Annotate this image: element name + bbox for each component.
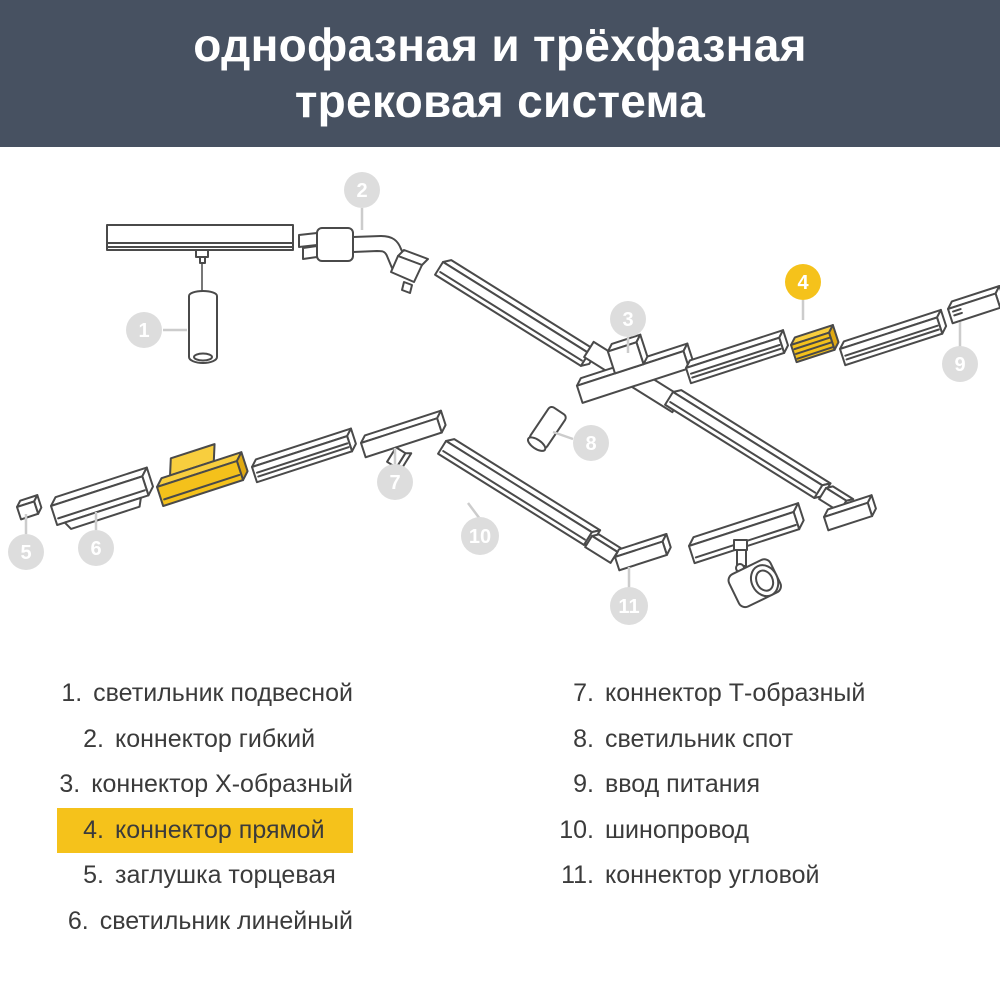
badge-8 (573, 425, 609, 461)
straight-connector-part-highlighted (789, 325, 840, 362)
svg-text:2: 2 (356, 180, 368, 202)
legend-item-number: 11. (561, 861, 594, 890)
legend-item-label: коннектор Т-образный (605, 679, 866, 708)
track-a1 (684, 330, 790, 383)
legend-item-9 (540, 762, 900, 808)
page-title-line-2: трековая система (294, 74, 706, 127)
page-title-line-1: однофазная и трёхфазная (193, 19, 807, 72)
legend-item-2 (57, 717, 353, 763)
legend-item-number: 8. (573, 724, 594, 753)
legend-item-label: светильник спот (605, 724, 794, 753)
legend-item-11 (540, 853, 900, 899)
legend-item-label: ввод питания (605, 770, 761, 799)
legend-item-number: 2. (83, 724, 104, 753)
legend-item-1 (57, 671, 353, 717)
svg-text:1: 1 (138, 320, 150, 342)
badge-11 (610, 587, 648, 625)
legend-item-number: 1. (61, 679, 83, 708)
legend-item-label: заглушка торцевая (115, 861, 336, 890)
badge-5 (8, 534, 44, 570)
svg-text:5: 5 (20, 542, 32, 564)
straight-connector-part-left (150, 437, 250, 506)
legend-item-number: 9. (573, 770, 594, 799)
legend-item-label: коннектор X-образный (91, 770, 353, 799)
track-b1 (250, 429, 358, 483)
svg-text:7: 7 (389, 472, 401, 494)
svg-text:10: 10 (468, 526, 492, 548)
badge-2 (344, 172, 380, 208)
legend-item-6 (57, 899, 353, 945)
corner-connector-right-part (819, 484, 878, 531)
badge-6 (78, 530, 114, 566)
legend-item-number: 5. (83, 861, 104, 890)
legend-item-7 (540, 671, 900, 717)
legend-item-label: коннектор гибкий (115, 724, 316, 753)
linear-light-part (49, 468, 158, 533)
legend-item-number: 3. (59, 770, 81, 799)
header-banner (0, 0, 1000, 147)
legend-item-number: 6. (67, 906, 89, 935)
legend-item-label: коннектор угловой (605, 861, 820, 890)
legend-column-right (540, 671, 900, 899)
power-feed-part (946, 286, 1000, 323)
legend-item-label: светильник подвесной (93, 679, 353, 708)
legend-item-5 (57, 853, 353, 899)
legend-item-number: 7. (573, 679, 594, 708)
svg-text:11: 11 (618, 596, 640, 618)
legend-item-label: шинопровод (605, 815, 750, 844)
spot-light-part (526, 405, 567, 453)
bottom-track-with-spot (687, 503, 806, 609)
legend-item-4-highlighted (57, 808, 353, 854)
badge-10 (461, 517, 499, 555)
legend-column-left (57, 671, 353, 944)
svg-text:4: 4 (797, 272, 809, 294)
track-diagonal-right (665, 387, 830, 501)
legend-item-label: коннектор прямой (115, 815, 325, 844)
track-a2 (838, 310, 948, 365)
legend-item-10 (540, 808, 900, 854)
end-cap-part (15, 495, 42, 519)
svg-text:8: 8 (585, 433, 597, 455)
badge-3 (610, 301, 646, 337)
legend-item-3 (57, 762, 353, 808)
legend-item-label: светильник линейный (99, 906, 353, 935)
corner-connector-part (585, 532, 672, 571)
badge-1 (126, 312, 162, 348)
svg-text:6: 6 (90, 538, 102, 560)
track-diagonal-top (435, 257, 597, 369)
svg-text:9: 9 (954, 354, 966, 376)
svg-text:3: 3 (622, 309, 634, 331)
legend-item-8 (540, 717, 900, 763)
badge-4-highlighted (785, 264, 821, 300)
flexible-connector-part (299, 228, 428, 293)
legend-item-number: 4. (83, 815, 104, 844)
legend-item-number: 10. (559, 815, 594, 844)
badge-7 (377, 464, 413, 500)
badge-9 (942, 346, 978, 382)
